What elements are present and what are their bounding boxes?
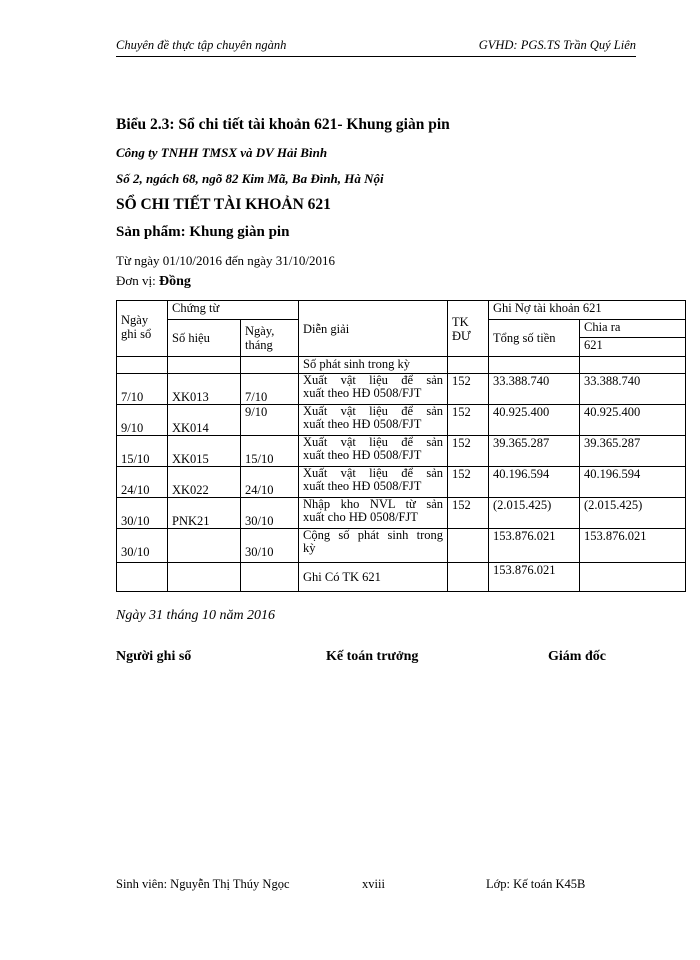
cell-ngay-ghi-so: 30/10	[117, 498, 168, 529]
total-label-line: Cộng số phát sinh trong	[303, 528, 443, 542]
hdr-ghi-no: Ghi Nợ tài khoản 621	[489, 301, 686, 320]
credit-row	[117, 563, 686, 592]
cell-tong: 153.876.021	[489, 529, 580, 563]
table-row	[117, 357, 686, 374]
cell-tong: 40.196.594	[489, 467, 580, 498]
hdr-account: 621	[580, 338, 686, 357]
dien-giai-line: xuất theo HĐ 0508/FJT	[303, 448, 422, 462]
cell-dien-giai	[299, 405, 448, 436]
table-row	[117, 436, 686, 467]
opening-label: Số phát sinh trong kỳ	[299, 357, 448, 374]
footer-class: Lớp: Kế toán K45B	[486, 877, 586, 891]
total-label-line: kỳ	[303, 541, 316, 555]
dien-giai-line: Xuất vật liệu để sản	[303, 466, 443, 480]
cell-ngay-ghi-so: 30/10	[117, 529, 168, 563]
unit	[116, 273, 191, 290]
cell-dien-giai	[299, 498, 448, 529]
sign-date: Ngày 31 tháng 10 năm 2016	[116, 608, 276, 623]
cell-dien-giai	[299, 529, 448, 563]
company-name: Công ty TNHH TMSX và DV Hải Bình	[116, 145, 328, 160]
cell-tong: 33.388.740	[489, 374, 580, 405]
product-label: Sản phẩm: Khung giàn pin	[116, 224, 290, 240]
dien-giai-line: xuất theo HĐ 0508/FJT	[303, 417, 422, 431]
cell-ngay-ghi-so: 7/10	[117, 374, 168, 405]
signer-recorder: Người ghi sổ	[116, 649, 192, 664]
hdr-so-hieu: Số hiệu	[168, 320, 241, 357]
ledger-table	[116, 300, 686, 592]
hdr-tk-du: TK ĐƯ	[448, 301, 489, 357]
cell-dien-giai	[299, 374, 448, 405]
signer-director: Giám đốc	[548, 649, 606, 664]
cell-tk-du: 152	[448, 467, 489, 498]
ledger-title: SỔ CHI TIẾT TÀI KHOẢN 621	[116, 196, 331, 213]
cell-tong: 40.925.400	[489, 405, 580, 436]
cell-so-hieu: XK022	[168, 467, 241, 498]
dien-giai-line: Xuất vật liệu để sản	[303, 404, 443, 418]
hdr-dien-giai: Diễn giải	[299, 301, 448, 357]
table-row	[117, 405, 686, 436]
cell-tong: 39.365.287	[489, 436, 580, 467]
dien-giai-line: xuất cho HĐ 0508/FJT	[303, 510, 418, 524]
cell-chia-ra: 40.925.400	[580, 405, 686, 436]
hdr-tong-so-tien: Tổng số tiền	[489, 320, 580, 357]
footer-page-number: xviii	[362, 877, 385, 891]
cell-ngay-ghi-so: 15/10	[117, 436, 168, 467]
cell-tong: (2.015.425)	[489, 498, 580, 529]
cell-ngay-thang: 9/10	[241, 405, 299, 436]
dien-giai-line: xuất theo HĐ 0508/FJT	[303, 479, 422, 493]
cell-chia-ra: 40.196.594	[580, 467, 686, 498]
cell-tk-du: 152	[448, 498, 489, 529]
cell-so-hieu: PNK21	[168, 498, 241, 529]
table-row	[117, 374, 686, 405]
dien-giai-line: Xuất vật liệu để sản	[303, 435, 443, 449]
cell-ngay-ghi-so: 9/10	[117, 405, 168, 436]
cell-ngay-thang: 24/10	[241, 467, 299, 498]
dien-giai-line: xuất theo HĐ 0508/FJT	[303, 386, 422, 400]
total-row	[117, 529, 686, 563]
cell-tk-du: 152	[448, 436, 489, 467]
table-row	[117, 467, 686, 498]
unit-value: Đồng	[159, 274, 191, 289]
cell-so-hieu: XK015	[168, 436, 241, 467]
cell-tong: 153.876.021	[489, 563, 580, 592]
cell-ngay-thang: 7/10	[241, 374, 299, 405]
cell-ngay-thang: 30/10	[241, 529, 299, 563]
hdr-chia-ra: Chia ra	[580, 320, 686, 338]
cell-chia-ra: 33.388.740	[580, 374, 686, 405]
footer-student: Sinh viên: Nguyễn Thị Thúy Ngọc	[116, 877, 290, 891]
cell-chia-ra: 39.365.287	[580, 436, 686, 467]
cell-dien-giai	[299, 467, 448, 498]
cell-chia-ra: 153.876.021	[580, 529, 686, 563]
cell-dien-giai	[299, 436, 448, 467]
cell-so-hieu: XK013	[168, 374, 241, 405]
credit-label: Ghi Có TK 621	[299, 563, 448, 592]
cell-so-hieu: XK014	[168, 405, 241, 436]
dien-giai-line: Nhập kho NVL từ sản	[303, 497, 443, 511]
cell-ngay-thang: 15/10	[241, 436, 299, 467]
signer-chief-accountant: Kế toán trưởng	[326, 649, 419, 664]
cell-ngay-thang: 30/10	[241, 498, 299, 529]
page-header	[116, 38, 636, 53]
bieu-title: Biểu 2.3: Sổ chi tiết tài khoản 621- Khung giàn pin	[116, 116, 450, 133]
cell-ngay-ghi-so: 24/10	[117, 467, 168, 498]
cell-tk-du: 152	[448, 405, 489, 436]
period: Từ ngày 01/10/2016 đến ngày 31/10/2016	[116, 253, 335, 268]
table-row	[117, 498, 686, 529]
header-row	[117, 301, 686, 320]
dien-giai-line: Xuất vật liệu để sản	[303, 373, 443, 387]
header-right: GVHD: PGS.TS Trần Quý Liên	[478, 38, 636, 52]
cell-chia-ra: (2.015.425)	[580, 498, 686, 529]
hdr-ngay-ghi-so: Ngày ghi sổ	[117, 301, 168, 357]
company-address: Số 2, ngách 68, ngõ 82 Kim Mã, Ba Đình, Hà Nội	[116, 171, 384, 186]
header-left: Chuyên đề thực tập chuyên ngành	[116, 38, 287, 52]
cell-tk-du: 152	[448, 374, 489, 405]
unit-prefix: Đơn vị:	[116, 273, 159, 288]
hdr-ngay-thang: Ngày, tháng	[241, 320, 299, 357]
header-rule	[116, 56, 636, 57]
hdr-chung-tu: Chứng từ	[168, 301, 299, 320]
